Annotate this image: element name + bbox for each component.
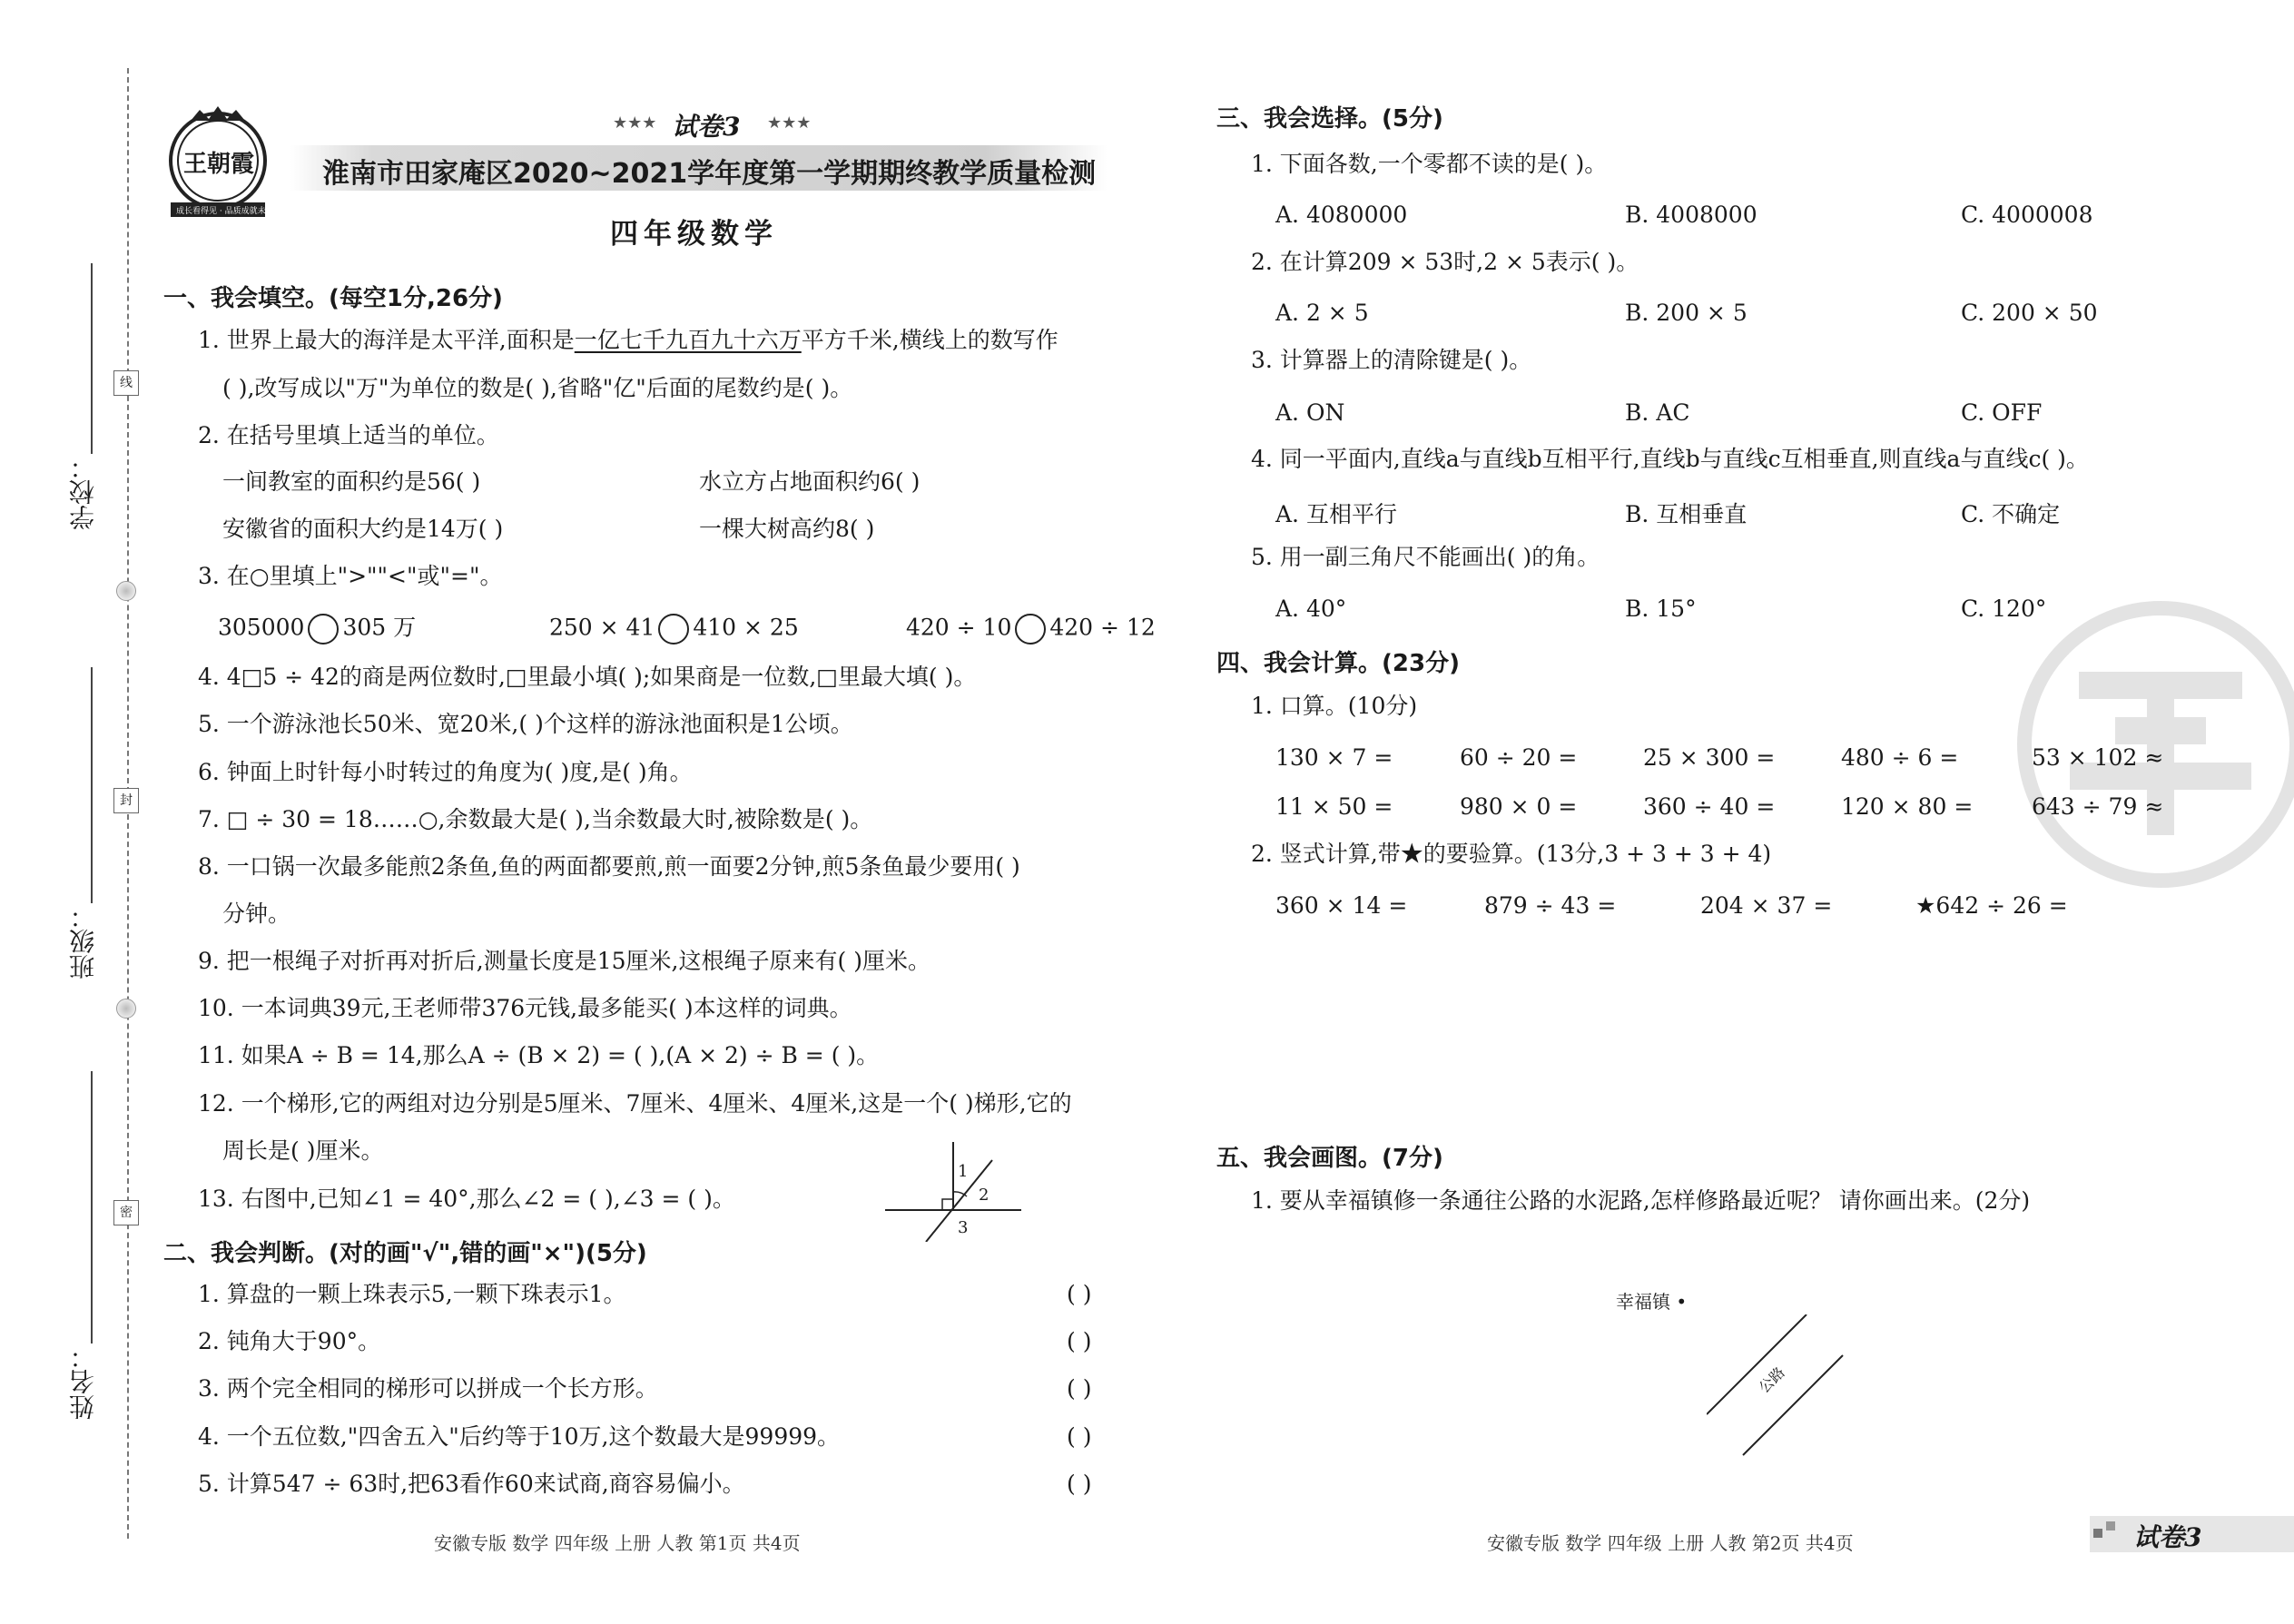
oral-calc-title: 1. 口算。(10分) — [1251, 693, 1418, 719]
fill-q2a: 一间教室的面积约是56( ) — [222, 468, 481, 495]
oral-item: 53 × 102 ≈ — [2032, 744, 2164, 771]
angle-label-3: 3 — [958, 1218, 969, 1237]
footer-left: 安徽专版 数学 四年级 上册 人教 第1页 共4页 — [434, 1532, 801, 1554]
angle-label-2: 2 — [979, 1186, 989, 1205]
logo-text: 王朝霞 — [183, 151, 255, 178]
town-name: 幸福镇 — [1616, 1291, 1670, 1313]
judge-paren[interactable]: ( ) — [1067, 1328, 1092, 1354]
section-4-title: 四、我会计算。(23分) — [1216, 650, 1460, 677]
publisher-logo — [163, 104, 272, 222]
vertical-item: ★642 ÷ 26 = — [1915, 892, 2068, 919]
school-field[interactable] — [91, 263, 93, 454]
fill-q10: 10. 一本词典39元,王老师带376元钱,最多能买( )本这样的词典。 — [198, 995, 852, 1021]
compare-b-left: 250 × 41 — [549, 614, 655, 641]
fill-q2: 2. 在括号里填上适当的单位。 — [198, 422, 499, 448]
angle-figure — [885, 1142, 1021, 1242]
fill-q1-blanks: ( ),改写成以"万"为单位的数是( ),省略"亿"后面的尾数约是( )。 — [222, 375, 853, 401]
compare-circle[interactable] — [658, 614, 689, 645]
class-label: 班级： — [68, 903, 98, 979]
exam-label: 试卷3 — [672, 112, 741, 142]
fill-q1-text-end: 平方千米,横线上的数写作 — [801, 327, 1058, 353]
choose-q2-c[interactable]: C. 200 × 50 — [1961, 300, 2098, 326]
vertical-item: 879 ÷ 43 = — [1484, 892, 1617, 919]
compare-c-left: 420 ÷ 10 — [906, 614, 1012, 641]
choose-q4-a[interactable]: A. 互相平行 — [1275, 501, 1397, 527]
vertical-item: 360 × 14 = — [1275, 892, 1408, 919]
judge-paren[interactable]: ( ) — [1067, 1471, 1092, 1497]
fill-q1 — [198, 329, 1058, 351]
tag-square-icon — [2093, 1529, 2102, 1538]
compare-c — [906, 614, 1156, 645]
oral-item: 11 × 50 = — [1275, 793, 1393, 820]
section-2-title: 二、我会判断。(对的画"√",错的画"×")(5分) — [163, 1240, 647, 1267]
choose-q2-a[interactable]: A. 2 × 5 — [1275, 300, 1369, 326]
judge-item: 4. 一个五位数,"四舍五入"后约等于10万,这个数最大是99999。 — [198, 1423, 841, 1450]
choose-q3-b[interactable]: B. AC — [1625, 399, 1690, 426]
section-5-title: 五、我会画图。(7分) — [1216, 1145, 1443, 1172]
road-diagram — [1707, 1314, 1852, 1460]
seal-seal-box: 封 — [113, 788, 139, 813]
judge-item: 1. 算盘的一颗上珠表示5,一颗下珠表示1。 — [198, 1281, 626, 1307]
draw-q1: 1. 要从幸福镇修一条通往公路的水泥路,怎样修路最近呢？ 请你画出来。(2分) — [1251, 1187, 2031, 1214]
footer-right: 安徽专版 数学 四年级 上册 人教 第2页 共4页 — [1487, 1532, 1854, 1554]
stars-left: ★★★ — [613, 113, 657, 133]
oral-item: 980 × 0 = — [1460, 793, 1578, 820]
fill-q1-underlined: 一亿七千九百九十六万 — [574, 327, 802, 353]
fill-q1-text: 1. 世界上最大的海洋是太平洋,面积是 — [198, 327, 575, 353]
fill-q2d: 一棵大树高约8( ) — [699, 516, 875, 542]
choose-q5-c[interactable]: C. 120° — [1961, 595, 2047, 622]
choose-q3: 3. 计算器上的清除键是( )。 — [1251, 347, 1532, 373]
seal-secret-box: 密 — [113, 1200, 139, 1225]
oral-item: 643 ÷ 79 ≈ — [2032, 793, 2164, 820]
judge-paren[interactable]: ( ) — [1067, 1375, 1092, 1402]
fill-q2b: 水立方占地面积约6( ) — [699, 468, 921, 495]
compare-a-left: 305000 — [218, 614, 305, 641]
compare-b-right: 410 × 25 — [693, 614, 799, 641]
fill-q12: 12. 一个梯形,它的两组对边分别是5厘米、7厘米、4厘米、4厘米,这是一个( )梯形,它的 — [198, 1090, 1072, 1117]
logo-ribbon: 成长看得见 · 品质成就未来 — [176, 207, 274, 216]
fill-q8: 8. 一口锅一次最多能煎2条鱼,鱼的两面都要煎,煎一面要2分钟,煎5条鱼最少要用( ) — [198, 853, 1020, 880]
choose-q2: 2. 在计算209 × 53时,2 × 5表示( )。 — [1251, 249, 1639, 275]
choose-q4-c[interactable]: C. 不确定 — [1961, 501, 2061, 527]
vertical-item: 204 × 37 = — [1700, 892, 1833, 919]
choose-q1-b[interactable]: B. 4008000 — [1625, 202, 1757, 228]
section-3-title: 三、我会选择。(5分) — [1216, 105, 1443, 133]
oral-item: 480 ÷ 6 = — [1841, 744, 1959, 771]
school-label: 学校： — [68, 454, 98, 530]
class-field[interactable] — [91, 667, 93, 903]
section-1-title: 一、我会填空。(每空1分,26分) — [163, 285, 503, 312]
choose-q3-a[interactable]: A. ON — [1275, 399, 1345, 426]
choose-q5-b[interactable]: B. 15° — [1625, 595, 1697, 622]
compare-a-right: 305 万 — [342, 614, 417, 641]
choose-q2-b[interactable]: B. 200 × 5 — [1625, 300, 1748, 326]
judge-item: 5. 计算547 ÷ 63时,把63看作60来试商,商容易偏小。 — [198, 1471, 745, 1497]
choose-q5-a[interactable]: A. 40° — [1275, 595, 1347, 622]
fill-q6: 6. 钟面上时针每小时转过的角度为( )度,是( )角。 — [198, 759, 693, 785]
choose-q3-c[interactable]: C. OFF — [1961, 399, 2043, 426]
choose-q1-c[interactable]: C. 4000008 — [1961, 202, 2093, 228]
oral-item: 130 × 7 = — [1275, 744, 1393, 771]
exam-tag: 试卷3 — [2133, 1522, 2202, 1552]
stars-right: ★★★ — [767, 113, 812, 133]
road-drawing-area[interactable] — [1707, 1314, 1852, 1460]
choose-q4: 4. 同一平面内,直线a与直线b互相平行,直线b与直线c互相垂直,则直线a与直线c( )。 — [1251, 446, 2089, 472]
choose-q1-a[interactable]: A. 4080000 — [1275, 202, 1408, 228]
oral-item: 60 ÷ 20 = — [1460, 744, 1578, 771]
binding-hole — [116, 581, 136, 601]
name-label: 姓名： — [68, 1343, 98, 1420]
vertical-calc-title: 2. 竖式计算,带★的要验算。(13分,3 + 3 + 3 + 4) — [1251, 841, 1772, 867]
choose-q5: 5. 用一副三角尺不能画出( )的角。 — [1251, 544, 1600, 570]
road-label: 公路 — [1755, 1363, 1788, 1397]
judge-paren[interactable]: ( ) — [1067, 1281, 1092, 1307]
choose-q4-b[interactable]: B. 互相垂直 — [1625, 501, 1748, 527]
fill-q11: 11. 如果A ÷ B = 14,那么A ÷ (B × 2) = ( ),(A × 2) ÷ B = ( )。 — [198, 1042, 880, 1068]
fill-q8-end: 分钟。 — [222, 901, 291, 927]
fill-q7: 7. □ ÷ 30 = 18……○,余数最大是( ),当余数最大时,被除数是( )。 — [198, 806, 873, 832]
choose-q1: 1. 下面各数,一个零都不读的是( )。 — [1251, 151, 1608, 177]
tag-square-icon — [2106, 1521, 2115, 1530]
page-2 — [1171, 0, 2294, 1624]
fill-q4: 4. 4□5 ÷ 42的商是两位数时,□里最小填( );如果商是一位数,□里最大填( )。 — [198, 664, 977, 690]
judge-paren[interactable]: ( ) — [1067, 1423, 1092, 1450]
town-label — [1616, 1287, 1687, 1314]
seal-line-box: 线 — [113, 370, 139, 396]
oral-item: 120 × 80 = — [1841, 793, 1974, 820]
judge-item: 3. 两个完全相同的梯形可以拼成一个长方形。 — [198, 1375, 658, 1402]
oral-item: 360 ÷ 40 = — [1643, 793, 1776, 820]
fill-q9: 9. 把一根绳子对折再对折后,测量长度是15厘米,这根绳子原来有( )厘米。 — [198, 948, 930, 974]
judge-item: 2. 钝角大于90°。 — [198, 1328, 381, 1354]
fill-q2c: 安徽省的面积大约是14万( ) — [222, 516, 504, 542]
compare-circle[interactable] — [308, 614, 339, 645]
compare-a — [218, 614, 416, 645]
oral-item: 25 × 300 = — [1643, 744, 1776, 771]
subject-title: 四年级数学 — [610, 218, 778, 251]
binding-hole — [116, 999, 136, 1019]
angle-label-1: 1 — [958, 1162, 969, 1181]
exam-title: 淮南市田家庵区2020~2021学年度第一学期期终教学质量检测 — [322, 158, 1097, 190]
name-field[interactable] — [91, 1071, 93, 1343]
fill-q3: 3. 在○里填上">""<"或"="。 — [198, 563, 503, 589]
fill-q13: 13. 右图中,已知∠1 = 40°,那么∠2 = ( ),∠3 = ( )。 — [198, 1186, 735, 1212]
fill-q5: 5. 一个游泳池长50米、宽20米,( )个这样的游泳池面积是1公顷。 — [198, 711, 853, 737]
town-dot: • — [1670, 1291, 1688, 1313]
compare-c-right: 420 ÷ 12 — [1049, 614, 1156, 641]
compare-circle[interactable] — [1015, 614, 1046, 645]
compare-b — [549, 614, 799, 645]
fill-q12-end: 周长是( )厘米。 — [222, 1137, 384, 1164]
